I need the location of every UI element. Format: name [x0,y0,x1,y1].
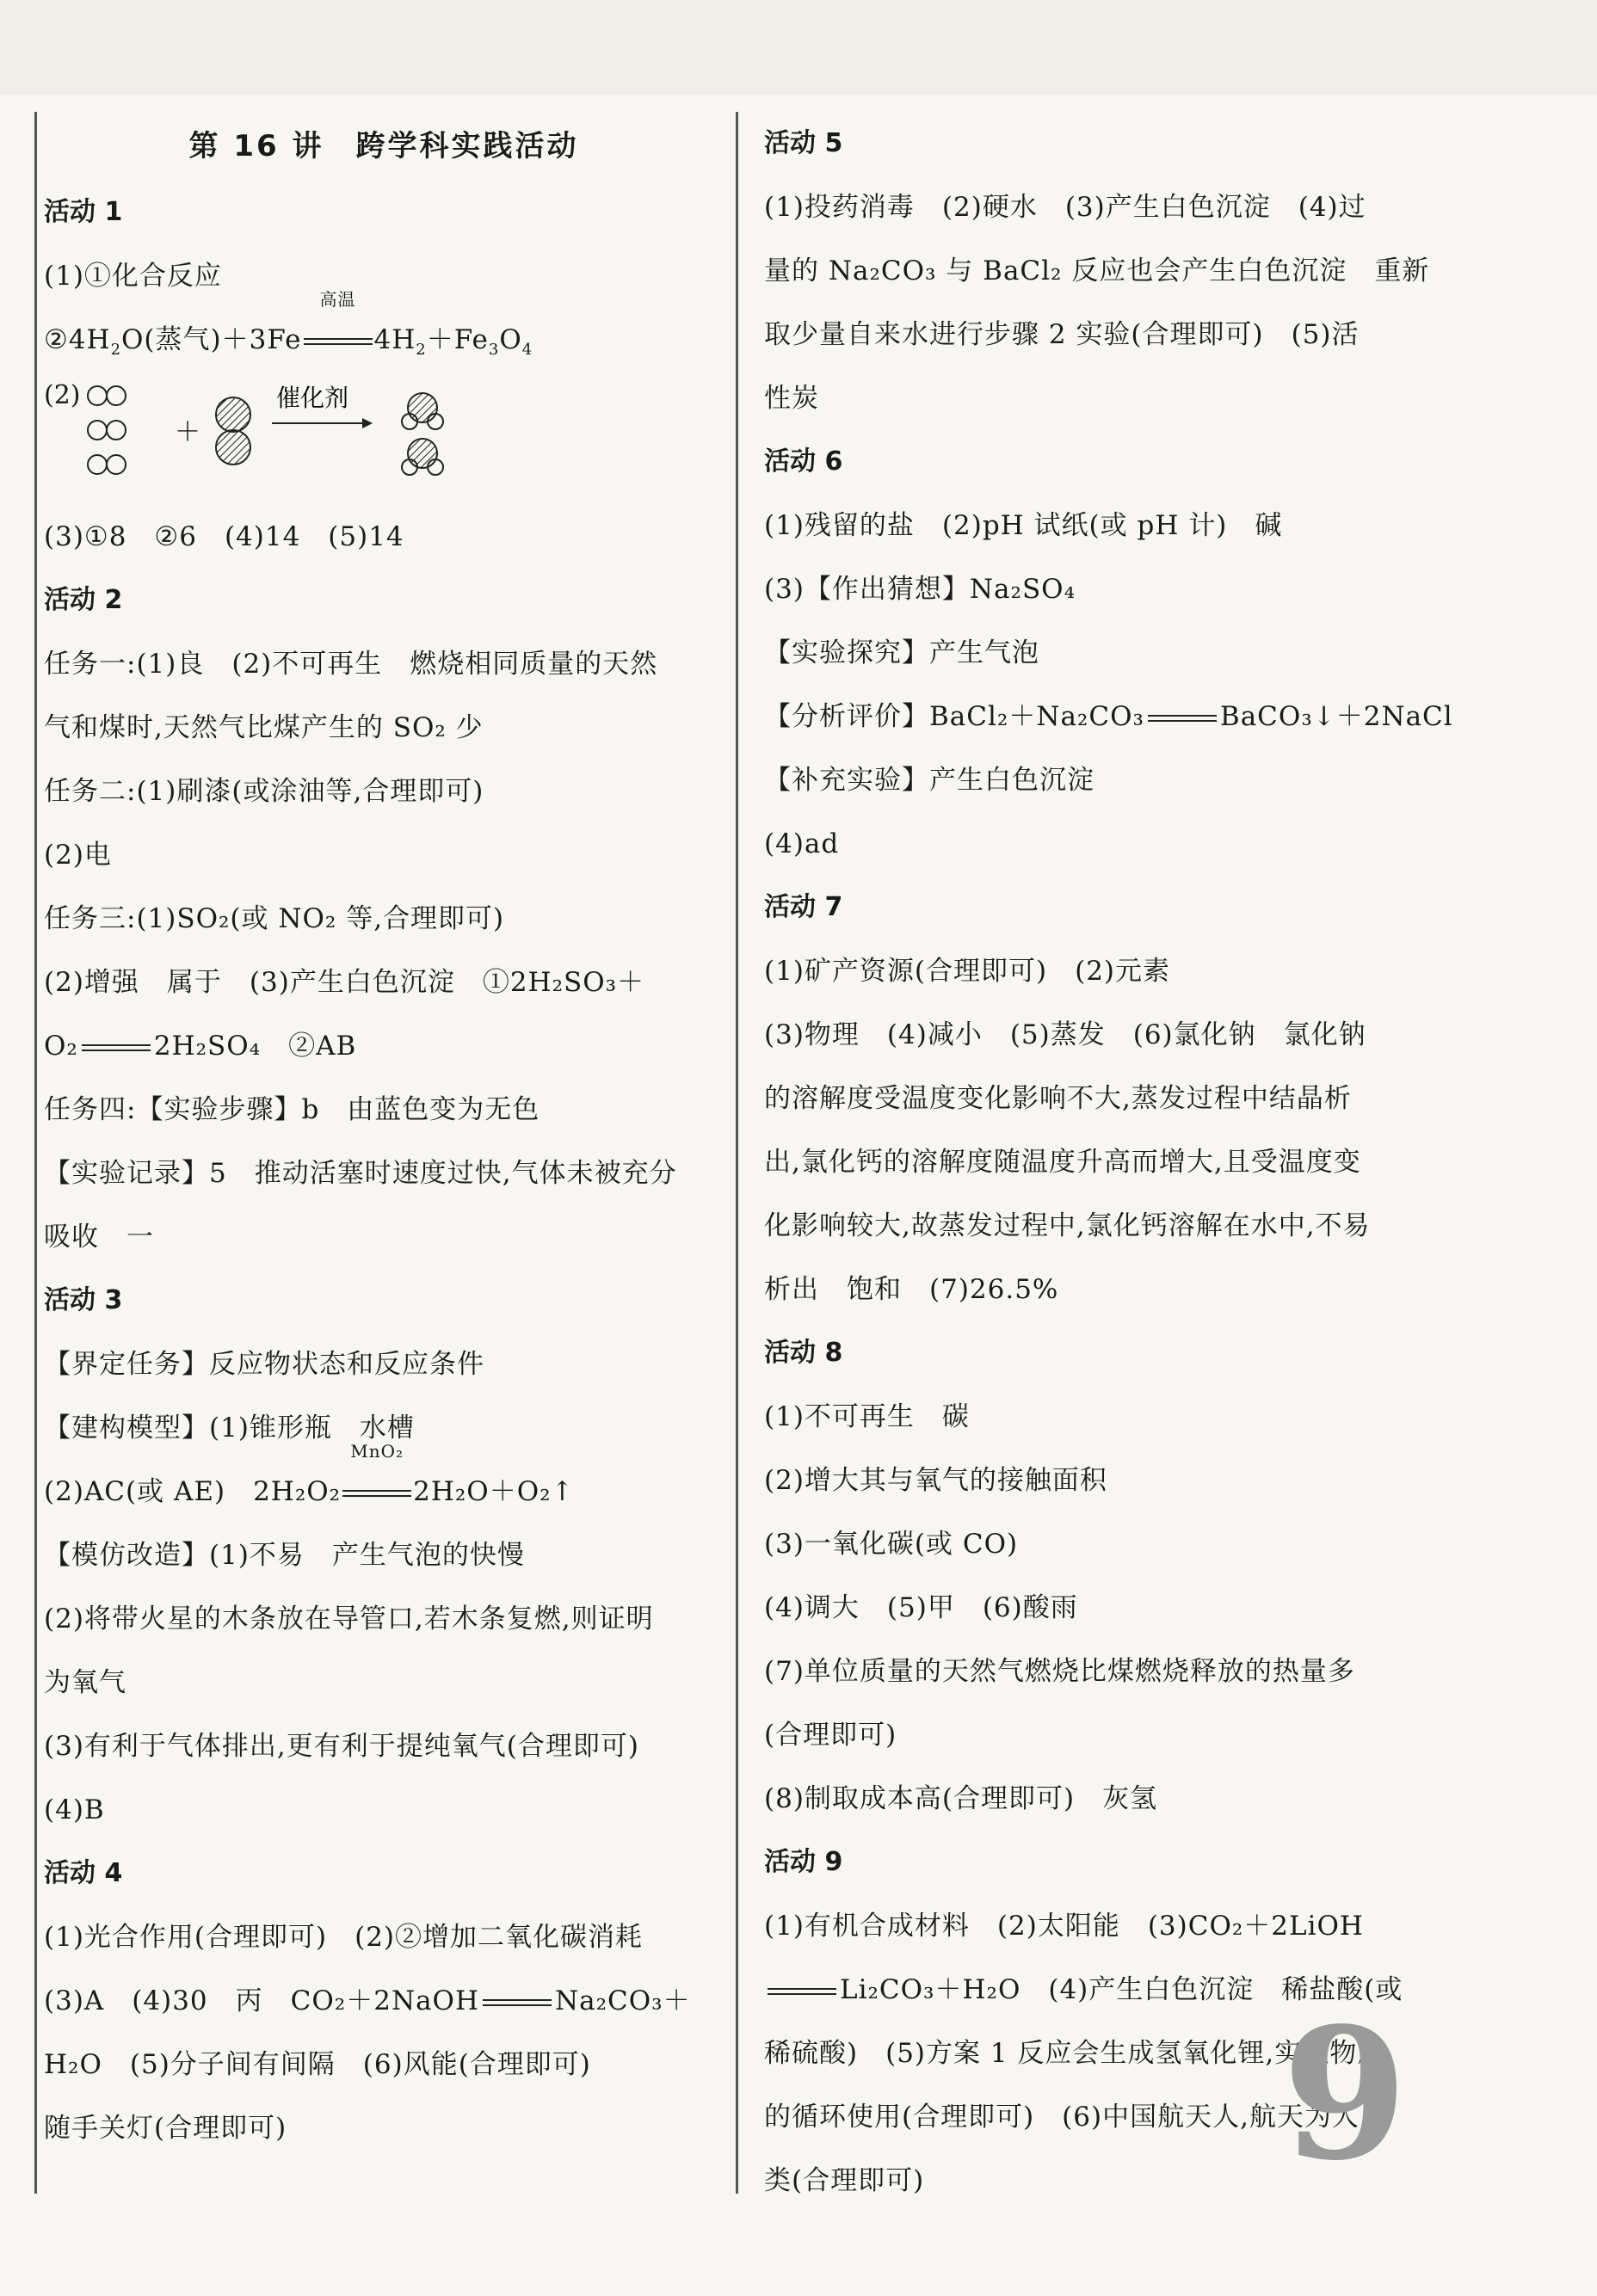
answer-line: 任务一:(1)良 (2)不可再生 燃烧相同质量的天然 [44,649,658,680]
answer-line: (1)不可再生 碳 [764,1401,970,1432]
answer-line: 析出 饱和 (7)26.5% [764,1274,1059,1305]
answer-line: (1)有机合成材料 (2)太阳能 (3)CO₂＋2LiOH [764,1911,1364,1942]
answer-line: (1)矿产资源(合理即可) (2)元素 [764,956,1171,987]
equation-line [44,1969,724,2033]
activity-6-heading: 活动 6 [764,446,843,477]
answer-line: (2)将带火星的木条放在导管口,若木条复燃,则证明 [44,1604,654,1634]
answer-line: 取少量自来水进行步骤 2 实验(合理即可) (5)活 [764,319,1360,350]
answer-line: 【实验记录】5 推动活塞时速度过快,气体未被充分 [44,1158,677,1189]
answer-line: 的循环使用(合理即可) (6)中国航天人,航天为人 [764,2102,1360,2133]
activity-2-heading: 活动 2 [44,585,123,615]
left-column [34,112,724,2194]
eq-part: 2H₂SO₄ ②AB [153,1031,357,1062]
answer-line: 【实验探究】产生气泡 [764,637,1039,668]
answer-line: (1)投药消毒 (2)硬水 (3)产生白色沉淀 (4)过 [764,192,1366,223]
eq-part: O₂ [44,1031,78,1062]
top-margin-band [0,0,1597,95]
answer-line: (4)B [44,1794,105,1825]
answer-line: H₂O (5)分子间有间隔 (6)风能(合理即可) [44,2049,591,2080]
activity-1-heading: 活动 1 [44,197,123,227]
condition-label: 高温 [319,289,356,310]
catalyst-label: 催化剂 [276,384,349,412]
answer-line: 【模仿改造】(1)不易 产生气泡的快慢 [44,1540,525,1571]
reaction-condition [342,1441,411,1523]
answer-line: (3)一氧化碳(或 CO) [764,1529,1019,1560]
eq-part: 4H [373,324,416,355]
equation-line [44,1014,724,1078]
answer-line: (合理即可) [764,1720,897,1751]
page-number: 9 [1282,1988,1409,2201]
activity-8-heading: 活动 8 [764,1338,843,1368]
eq-part: ＋Fe [426,324,489,355]
plus-sign: ＋ [175,417,200,447]
diagram-label: (2) [44,380,81,410]
answer-line: 的溶解度受温度变化影响不大,蒸发过程中结晶析 [764,1083,1352,1114]
answer-line: (3)【作出猜想】Na₂SO₄ [764,574,1076,605]
activity-7-heading: 活动 7 [764,892,843,922]
answer-line: (3)有利于气体排出,更有利于提纯氧气(合理即可) [44,1731,639,1762]
answer-line: (1)残留的盐 (2)pH 试纸(或 pH 计) 碱 [764,510,1283,541]
activity-9-heading: 活动 9 [764,1847,843,1877]
answer-line: (2)增强 属于 (3)产生白色沉淀 ①2H₂SO₃＋ [44,967,645,998]
answer-line: 【建构模型】(1)锥形瓶 水槽 [44,1413,415,1443]
eq-part: O(蒸气)＋3Fe [121,324,302,355]
equation-line [44,1441,724,1523]
eq-part: Na₂CO₃＋ [555,1985,691,2016]
answer-line: (4)ad [764,828,840,859]
answer-line: 为氧气 [44,1667,126,1698]
eq-part: BaCO₃↓＋2NaCl [1219,701,1453,732]
page-title: 第 16 讲 跨学科实践活动 [188,129,579,163]
answer-line: 任务四:【实验步骤】b 由蓝色变为无色 [44,1094,540,1125]
eq-part: (3)A (4)30 丙 CO₂＋2NaOH [44,1985,479,2016]
equation-line: $②4H_2O$(蒸气)＋3Fe 高温 $4H_2+Fe_3O_4$ [44,308,724,372]
eq-part: 2H₂O＋O₂↑ [413,1476,575,1507]
answer-line: 【界定任务】反应物状态和反应条件 [44,1349,484,1380]
answer-line: (2)电 [44,840,112,871]
eq-part: ②4H [44,324,111,355]
reaction-molecule-svg [78,372,526,505]
right-column [736,112,1461,2201]
condition-label: MnO₂ [350,1441,404,1462]
answer-line: (3)①8 ②6 (4)14 (5)14 [44,521,404,552]
answer-line: 任务二:(1)刷漆(或涂油等,合理即可) [44,776,484,807]
answer-line: 吸收 一 [44,1222,154,1253]
reaction-condition [304,289,373,372]
answer-line: 出,氯化钙的溶解度随温度升高而增大,且受温度变 [764,1147,1361,1178]
molecule-diagram [44,372,724,505]
eq-part: Li₂CO₃＋H₂O (4)产生白色沉淀 稀盐酸(或 [840,1974,1403,2005]
answer-line: 稀硫酸) (5)方案 1 反应会生成氢氧化锂,实现物质 [764,2038,1385,2069]
answer-line: 任务三:(1)SO₂(或 NO₂ 等,合理即可) [44,903,505,934]
answer-line: 随手关灯(合理即可) [44,2113,287,2144]
eq-part: O [499,324,522,355]
answer-line: 气和煤时,天然气比煤产生的 SO₂ 少 [44,712,484,743]
answer-line: (8)制取成本高(合理即可) 灰氢 [764,1783,1158,1814]
answer-line: (7)单位质量的天然气燃烧比煤燃烧释放的热量多 [764,1656,1355,1687]
answer-line: 【补充实验】产生白色沉淀 [764,765,1094,796]
activity-4-heading: 活动 4 [44,1858,123,1888]
answer-line: 性炭 [764,383,819,414]
answer-line: (3)物理 (4)减小 (5)蒸发 (6)氯化钠 氯化钠 [764,1019,1366,1050]
answer-line: (4)调大 (5)甲 (6)酸雨 [764,1592,1078,1623]
activity-5-heading: 活动 5 [764,128,843,158]
activity-3-heading: 活动 3 [44,1285,123,1315]
answer-line: (1)①化合反应 [44,261,222,292]
eq-part: 【分析评价】BaCl₂＋Na₂CO₃ [764,701,1144,732]
answer-line: 量的 Na₂CO₃ 与 BaCl₂ 反应也会产生白色沉淀 重新 [764,255,1430,286]
answer-line: 化影响较大,故蒸发过程中,氯化钙溶解在水中,不易 [764,1210,1371,1241]
answer-line: (1)光合作用(合理即可) (2)②增加二氧化碳消耗 [44,1922,644,1953]
answer-line: (2)增大其与氧气的接触面积 [764,1465,1107,1496]
answer-line: 类(合理即可) [764,2165,925,2196]
eq-part: (2)AC(或 AE) 2H₂O₂ [44,1476,342,1507]
equation-line [764,685,1461,748]
